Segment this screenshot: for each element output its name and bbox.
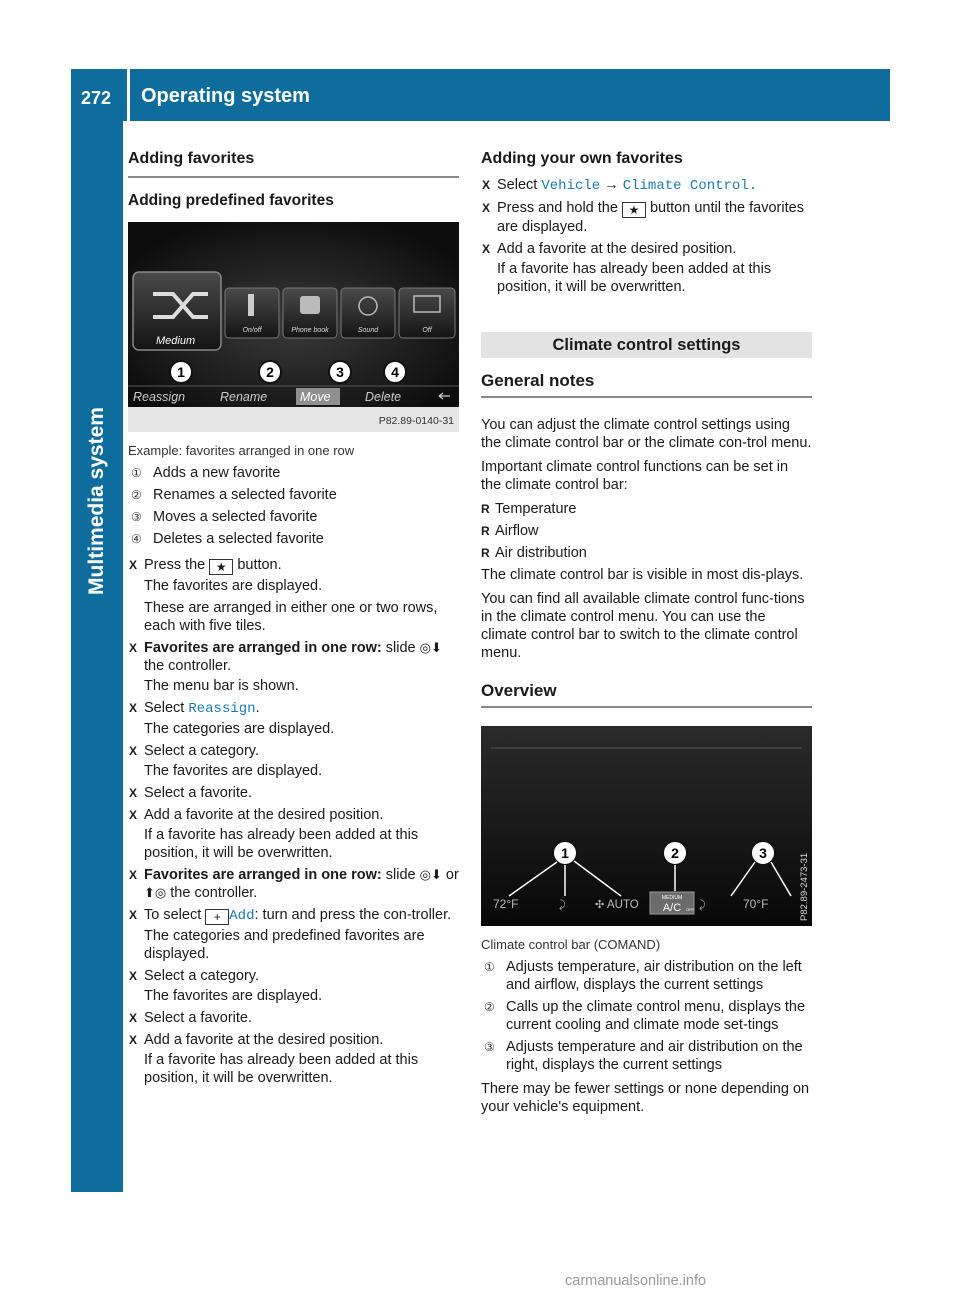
favorites-star-icon: ★ [622, 202, 646, 218]
tile-big-label: Medium [156, 335, 196, 347]
svg-text:3: 3 [336, 364, 344, 380]
controller-slide-down-icon: ◎⬇ [419, 640, 442, 655]
step-arrow-icon: X [129, 786, 138, 800]
svg-text:1: 1 [177, 364, 185, 380]
callout-3 [751, 841, 775, 865]
step-arrow-icon: X [129, 969, 138, 983]
callout-2 [663, 841, 687, 865]
figure-caption: Example: favorites arranged in one row [128, 443, 355, 458]
svg-text:1: 1 [561, 845, 569, 861]
callout-1 [553, 841, 577, 865]
callout-2 [259, 361, 281, 383]
menu-rename: Rename [220, 390, 268, 404]
figure-code: P82.89-2473-31 [799, 852, 810, 921]
section-heading: Adding your own favorites [481, 150, 683, 167]
step: X Favorites are arranged in one row: slide ◎⬇ the controller. The menu bar is shown. [129, 640, 442, 694]
menu-delete: Delete [365, 390, 402, 404]
legend-item: ① Adds a new favorite [131, 465, 281, 481]
step-arrow-icon: X [129, 744, 138, 758]
step-arrow-icon: X [129, 908, 138, 922]
airflow-right-icon: ⤸ [699, 899, 706, 911]
tile-label-3: Sound [357, 327, 379, 334]
watermark: carmanualsonline.info [565, 1273, 707, 1289]
legend-item: ② Renames a selected favorite [131, 487, 337, 503]
favorites-figure [128, 222, 459, 432]
section-heading: Adding favorites [128, 150, 459, 178]
left-column [128, 150, 459, 1091]
page-title: Operating system [141, 85, 310, 107]
tile-label-2: Phone book [291, 327, 329, 334]
side-label: Multimedia system [85, 407, 108, 595]
tile-label-1: On/off [242, 327, 262, 334]
figure-code: P82.89-0140-31 [378, 415, 454, 427]
step: X Press the ★ button. The favorites are displayed. These are arranged in either one or two rows, each with five tiles. [129, 557, 438, 634]
add-plus-icon: + [205, 909, 229, 925]
fan-icon: ✣ [595, 899, 605, 911]
paragraph: The climate control bar is visible in most dis-plays. [481, 567, 804, 583]
svg-text:3: 3 [759, 845, 767, 861]
legend-item: ③ Moves a selected favorite [131, 509, 318, 525]
page-number: 272 [81, 88, 112, 108]
svg-text:2: 2 [266, 364, 274, 380]
section-box-title: Climate control settings [481, 332, 812, 358]
callout-3 [329, 361, 351, 383]
controller-slide-down-icon: ◎⬇ [419, 867, 442, 882]
step: X Add a favorite at the desired position. If a favorite has already been added at this position, it will be overwritten. [482, 241, 772, 295]
right-column [481, 150, 812, 1122]
menu-move: Move [300, 390, 331, 404]
controller-slide-up-icon: ⬆◎ [144, 885, 167, 900]
header-divider [127, 69, 130, 121]
menu-link-add: Add [229, 908, 255, 924]
ac-mode-label: MEDIUM [661, 895, 683, 901]
airflow-left-icon: ⤸ [559, 899, 566, 911]
step: X Add a favorite at the desired position. If a favorite has already been added at this position, it will be overwritten. [129, 1032, 419, 1086]
favorites-screen-illustration [128, 222, 459, 432]
side-strip [71, 121, 123, 1192]
legend-item: ③ Adjusts temperature and air distribution on the right, displays the current settings [484, 1039, 803, 1073]
temp-left: 72°F [493, 897, 519, 911]
step: X Select Reassign. The categories are displayed. [129, 700, 335, 737]
menu-reassign: Reassign [133, 390, 186, 404]
ac-off-label: OFF [686, 907, 694, 912]
step-arrow-icon: X [129, 641, 138, 655]
step-arrow-icon: X [129, 558, 138, 572]
paragraph: Important climate control functions can be set in the climate control bar: [481, 459, 789, 493]
step: X Favorites are arranged in one row: slide ◎⬇ or ⬆◎ the controller. [129, 867, 459, 901]
paragraph: There may be fewer settings or none depending on your vehicle's equipment. [481, 1081, 810, 1115]
bullet-item: R Temperature [481, 501, 577, 517]
subsection-heading: Adding predefined favorites [128, 192, 334, 209]
subsection-heading: General notes [481, 372, 812, 398]
step-arrow-icon: X [482, 242, 491, 256]
climate-bar-figure [481, 726, 812, 926]
step: X Add a favorite at the desired position. If a favorite has already been added at this position, it will be overwritten. [129, 807, 419, 861]
callout-1 [170, 361, 192, 383]
menu-link-climate-control: Climate Control [622, 178, 749, 194]
callout-4 [384, 361, 406, 383]
legend-item: ① Adjusts temperature, air distribution on the left and airflow, displays the current settings [484, 959, 802, 993]
tile-label-4: Off [422, 327, 432, 334]
legend-item: ④ Deletes a selected favorite [131, 531, 324, 547]
subsection-heading: Overview [481, 682, 812, 708]
legend-item: ② Calls up the climate control menu, displays the current cooling and climate mode set-tings [484, 999, 806, 1033]
page-header [71, 69, 890, 121]
step-arrow-icon: X [129, 808, 138, 822]
svg-text:4: 4 [391, 364, 399, 380]
step-arrow-icon: X [129, 1033, 138, 1047]
step: X Select Vehicle → Climate Control. [482, 177, 758, 194]
paragraph: You can adjust the climate control settings using the climate control bar or the climate con-trol menu. [481, 417, 812, 451]
paragraph: You can find all available climate control func-tions in the climate control menu. You can use the climate control bar to switch to the climate control menu. [481, 591, 805, 661]
step: X Press and hold the ★ button until the favorites are displayed. [482, 200, 804, 235]
temp-right: 70°F [743, 897, 769, 911]
step-arrow-icon: X [129, 868, 138, 882]
menu-link-reassign: Reassign [188, 701, 256, 717]
step-arrow-icon: X [482, 201, 491, 215]
bullet-item: R Airflow [481, 523, 539, 539]
favorites-star-icon: ★ [209, 559, 233, 575]
climate-bar-illustration [481, 726, 812, 926]
step-arrow-icon: X [129, 1011, 138, 1025]
ac-label: A/C [662, 902, 682, 914]
bullet-item: R Air distribution [481, 545, 587, 561]
step: X Select a favorite. [129, 785, 252, 801]
svg-text:2: 2 [671, 845, 679, 861]
auto-label: AUTO [607, 899, 639, 911]
step: X Select a category. The favorites are displayed. [129, 743, 323, 779]
step: X Select a category. The favorites are displayed. [129, 968, 323, 1004]
step-arrow-icon: X [482, 178, 491, 192]
figure-caption: Climate control bar (COMAND) [481, 937, 661, 952]
step: X Select a favorite. [129, 1010, 252, 1026]
step: X To select + Add: turn and press the con-troller. The categories and predefined favorites are displayed. [129, 907, 452, 962]
step-arrow-icon: X [129, 701, 138, 715]
menu-link-vehicle: Vehicle [541, 178, 601, 194]
